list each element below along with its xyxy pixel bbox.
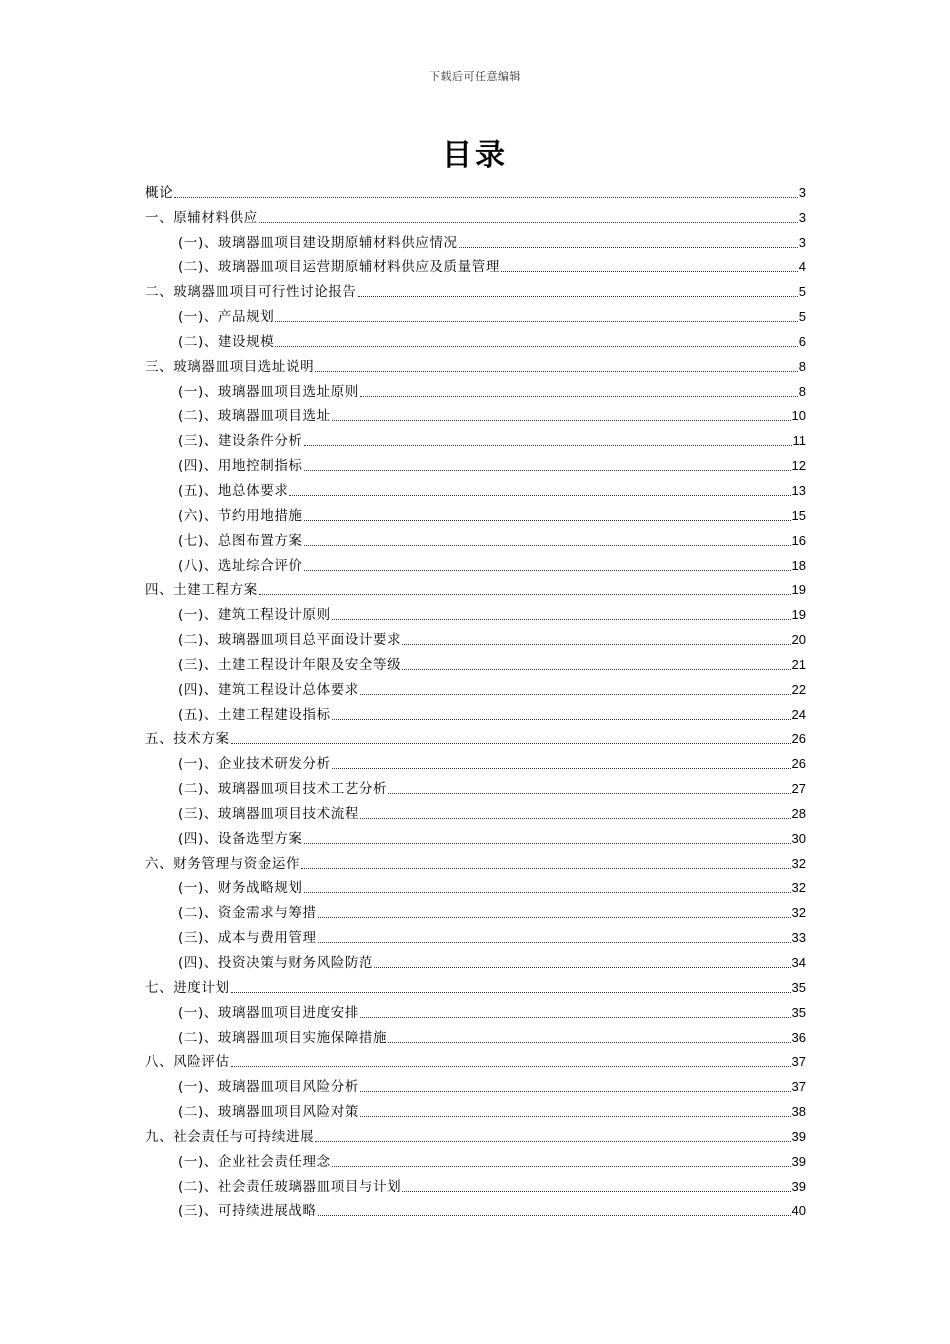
dot-leader xyxy=(374,967,790,968)
dot-leader xyxy=(358,296,798,297)
toc-entry[interactable] xyxy=(145,897,806,922)
toc-entry[interactable] xyxy=(145,773,806,798)
toc-entry[interactable] xyxy=(145,252,806,277)
toc-entry[interactable] xyxy=(145,227,806,252)
dot-leader xyxy=(231,743,791,744)
toc-entry-page-number: 8 xyxy=(798,358,806,374)
toc-entry[interactable] xyxy=(145,1171,806,1196)
toc-entry-page-number: 27 xyxy=(791,781,806,797)
toc-entry[interactable] xyxy=(145,748,806,773)
toc-entry[interactable] xyxy=(145,1096,806,1121)
toc-entry[interactable] xyxy=(145,649,806,674)
dot-leader xyxy=(318,1215,791,1216)
dot-leader xyxy=(315,1141,790,1142)
toc-entry-label: (三)、成本与费用管理 xyxy=(178,930,317,947)
toc-entry[interactable] xyxy=(145,177,806,202)
toc-entry-label: (一)、玻璃器皿项目风险分析 xyxy=(178,1079,359,1096)
toc-entry-page-number: 39 xyxy=(791,1153,806,1169)
toc-entry-label: (二)、社会责任玻璃器皿项目与计划 xyxy=(178,1178,402,1195)
toc-entry-page-number: 37 xyxy=(791,1054,806,1070)
toc-entry[interactable] xyxy=(145,599,806,624)
dot-leader xyxy=(388,1042,790,1043)
toc-entry-page-number: 20 xyxy=(791,632,806,648)
toc-entry-page-number: 33 xyxy=(791,930,806,946)
toc-entry[interactable] xyxy=(145,301,806,326)
toc-entry-label: (二)、玻璃器皿项目实施保障措施 xyxy=(178,1029,388,1046)
toc-entry[interactable] xyxy=(145,947,806,972)
toc-entry[interactable] xyxy=(145,1071,806,1096)
dot-leader xyxy=(231,992,791,993)
toc-entry-label: (一)、财务战略规划 xyxy=(178,880,303,897)
toc-entry-page-number: 39 xyxy=(791,1178,806,1194)
toc-entry-page-number: 37 xyxy=(791,1079,806,1095)
toc-entry[interactable] xyxy=(145,450,806,475)
dot-leader xyxy=(304,520,791,521)
toc-entry-label: (五)、地总体要求 xyxy=(178,482,289,499)
toc-entry[interactable] xyxy=(145,1121,806,1146)
toc-entry-page-number: 28 xyxy=(791,805,806,821)
toc-entry-page-number: 22 xyxy=(791,681,806,697)
toc-entry-label: 一、原辅材料供应 xyxy=(145,209,258,226)
toc-entry-page-number: 21 xyxy=(791,656,806,672)
toc-entry[interactable] xyxy=(145,699,806,724)
toc-entry-page-number: 32 xyxy=(791,855,806,871)
dot-leader xyxy=(360,694,791,695)
toc-entry-page-number: 35 xyxy=(791,979,806,995)
dot-leader xyxy=(332,719,791,720)
dot-leader xyxy=(402,1191,790,1192)
toc-entry-page-number: 3 xyxy=(798,234,806,250)
toc-entry-page-number: 13 xyxy=(791,482,806,498)
dot-leader xyxy=(360,1091,791,1092)
toc-entry-page-number: 34 xyxy=(791,955,806,970)
toc-entry-label: (一)、企业社会责任理念 xyxy=(178,1153,331,1170)
dot-leader xyxy=(259,594,791,595)
toc-entry[interactable] xyxy=(145,1196,806,1221)
toc-entry[interactable] xyxy=(145,575,806,600)
toc-entry-label: 八、风险评估 xyxy=(145,1054,230,1071)
toc-entry-page-number: 19 xyxy=(791,582,806,598)
toc-entry[interactable] xyxy=(145,276,806,301)
toc-entry-page-number: 6 xyxy=(798,333,806,349)
toc-entry-label: (一)、玻璃器皿项目建设期原辅材料供应情况 xyxy=(178,234,458,251)
toc-entry[interactable] xyxy=(145,475,806,500)
toc-entry-label: 四、土建工程方案 xyxy=(145,582,258,599)
toc-entry[interactable] xyxy=(145,873,806,898)
dot-leader xyxy=(304,892,791,893)
toc-entry-label: 六、财务管理与资金运作 xyxy=(145,855,301,872)
toc-entry-label: (一)、建筑工程设计原则 xyxy=(178,607,331,624)
toc-entry-label: (五)、土建工程建设指标 xyxy=(178,706,331,723)
toc-entry[interactable] xyxy=(145,326,806,351)
toc-entry-page-number: 18 xyxy=(791,557,806,573)
toc-entry-label: (八)、选址综合评价 xyxy=(178,557,303,574)
toc-entry-label: (四)、用地控制指标 xyxy=(178,458,303,475)
dot-leader xyxy=(459,247,798,248)
toc-entry[interactable] xyxy=(145,1146,806,1171)
toc-entry-label: 三、玻璃器皿项目选址说明 xyxy=(145,358,315,375)
toc-entry-page-number: 11 xyxy=(792,433,806,449)
header-note: 下载后可任意编辑 xyxy=(429,70,521,83)
dot-leader xyxy=(501,271,798,272)
toc-entry-label: (一)、企业技术研发分析 xyxy=(178,756,331,773)
toc-entry-label: (一)、玻璃器皿项目选址原则 xyxy=(178,383,359,400)
toc-entry-page-number: 32 xyxy=(791,880,806,896)
dot-leader xyxy=(304,470,791,471)
toc-entry-label: (四)、设备选型方案 xyxy=(178,830,303,847)
toc-entry[interactable] xyxy=(145,202,806,227)
dot-leader xyxy=(318,942,791,943)
toc-entry[interactable] xyxy=(145,351,806,376)
dot-leader xyxy=(275,346,797,347)
dot-leader xyxy=(315,371,798,372)
dot-leader xyxy=(275,321,797,322)
toc-entry-label: (三)、可持续进展战略 xyxy=(178,1203,317,1220)
dot-leader xyxy=(402,644,790,645)
toc-entry-page-number: 5 xyxy=(798,309,806,325)
toc-entry-label: 九、社会责任与可持续进展 xyxy=(145,1128,315,1145)
toc-entry-page-number: 35 xyxy=(791,1004,806,1020)
toc-entry[interactable] xyxy=(145,1022,806,1047)
toc-entry[interactable] xyxy=(145,550,806,575)
toc-entry-page-number: 39 xyxy=(791,1128,806,1144)
toc-entry-label: 概论 xyxy=(145,184,174,201)
toc-entry-label: 七、进度计划 xyxy=(145,979,230,996)
table-of-contents xyxy=(145,177,806,1220)
toc-entry-page-number: 4 xyxy=(798,259,806,275)
toc-entry[interactable] xyxy=(145,848,806,873)
toc-entry[interactable] xyxy=(145,401,806,426)
dot-leader xyxy=(304,570,791,571)
toc-entry-label: 五、技术方案 xyxy=(145,731,230,748)
toc-entry-page-number: 8 xyxy=(798,383,806,399)
toc-entry-page-number: 19 xyxy=(791,607,806,623)
dot-leader xyxy=(402,669,790,670)
dot-leader xyxy=(318,917,791,918)
toc-entry-page-number: 26 xyxy=(791,731,806,747)
toc-entry-page-number: 40 xyxy=(791,1203,806,1219)
toc-entry-label: (七)、总图布置方案 xyxy=(178,532,303,549)
toc-entry[interactable] xyxy=(145,1047,806,1072)
toc-entry-label: (六)、节约用地措施 xyxy=(178,507,303,524)
dot-leader xyxy=(332,768,791,769)
toc-entry[interactable] xyxy=(145,500,806,525)
toc-entry-label: (四)、投资决策与财务风险防范 xyxy=(178,955,374,971)
toc-entry-page-number: 5 xyxy=(798,284,806,300)
dot-leader xyxy=(259,222,798,223)
dot-leader xyxy=(304,843,791,844)
toc-entry[interactable] xyxy=(145,798,806,823)
toc-entry-page-number: 3 xyxy=(798,209,806,225)
toc-entry-label: (二)、玻璃器皿项目总平面设计要求 xyxy=(178,632,402,649)
toc-entry-page-number: 30 xyxy=(791,830,806,846)
toc-entry-label: (四)、建筑工程设计总体要求 xyxy=(178,681,359,698)
toc-entry-page-number: 24 xyxy=(791,706,806,722)
page-title: 目录 xyxy=(442,138,508,173)
dot-leader xyxy=(388,793,790,794)
toc-entry-label: 二、玻璃器皿项目可行性讨论报告 xyxy=(145,284,357,301)
dot-leader xyxy=(304,545,791,546)
toc-entry-page-number: 12 xyxy=(791,458,806,474)
dot-leader xyxy=(231,1066,791,1067)
toc-entry-page-number: 10 xyxy=(791,408,806,424)
dot-leader xyxy=(332,1166,791,1167)
toc-entry[interactable] xyxy=(145,425,806,450)
dot-leader xyxy=(304,445,792,446)
toc-entry[interactable] xyxy=(145,525,806,550)
dot-leader xyxy=(360,1116,791,1117)
toc-entry-page-number: 26 xyxy=(791,756,806,772)
toc-entry-page-number: 3 xyxy=(798,184,806,200)
toc-entry[interactable] xyxy=(145,972,806,997)
dot-leader xyxy=(332,420,791,421)
toc-entry-page-number: 32 xyxy=(791,905,806,921)
dot-leader xyxy=(332,619,791,620)
toc-entry-label: (二)、玻璃器皿项目选址 xyxy=(178,408,331,425)
toc-entry-page-number: 36 xyxy=(791,1029,806,1045)
toc-entry-label: (二)、建设规模 xyxy=(178,333,275,350)
toc-entry[interactable] xyxy=(145,376,806,401)
toc-entry-label: (一)、产品规划 xyxy=(178,309,275,326)
toc-entry[interactable] xyxy=(145,674,806,699)
toc-entry-label: (二)、资金需求与筹措 xyxy=(178,905,317,922)
toc-entry-label: (一)、玻璃器皿项目进度安排 xyxy=(178,1004,359,1021)
toc-entry[interactable] xyxy=(145,922,806,947)
toc-entry-page-number: 16 xyxy=(791,532,806,548)
toc-entry-label: (二)、玻璃器皿项目风险对策 xyxy=(178,1104,359,1121)
dot-leader xyxy=(301,868,790,869)
dot-leader xyxy=(360,818,791,819)
toc-entry-label: (三)、土建工程设计年限及安全等级 xyxy=(178,656,402,673)
dot-leader xyxy=(174,197,798,198)
toc-entry[interactable] xyxy=(145,724,806,749)
toc-entry-page-number: 15 xyxy=(791,507,806,523)
toc-entry-label: (三)、建设条件分析 xyxy=(178,433,303,450)
dot-leader xyxy=(360,396,798,397)
toc-entry-label: (二)、玻璃器皿项目技术工艺分析 xyxy=(178,781,388,798)
dot-leader xyxy=(289,495,790,496)
dot-leader xyxy=(360,1017,791,1018)
toc-entry-label: (二)、玻璃器皿项目运营期原辅材料供应及质量管理 xyxy=(178,259,500,276)
toc-entry-label: (三)、玻璃器皿项目技术流程 xyxy=(178,805,359,822)
toc-entry[interactable] xyxy=(145,823,806,848)
toc-entry-page-number: 38 xyxy=(791,1104,806,1120)
toc-entry[interactable] xyxy=(145,624,806,649)
toc-entry[interactable] xyxy=(145,997,806,1022)
